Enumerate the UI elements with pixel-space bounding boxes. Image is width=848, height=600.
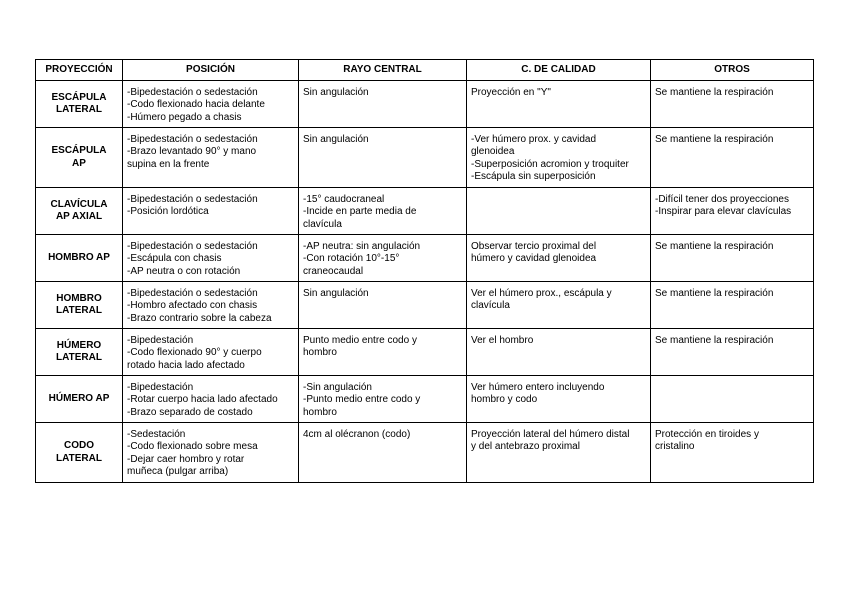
cell-text-line: -Bipedestación: [127, 335, 194, 346]
cell-posicion: [123, 282, 299, 329]
cell-text-line: muñeca (pulgar arriba): [127, 465, 229, 477]
cell-text-line: LATERAL: [56, 305, 102, 316]
cell-rayo-central: [299, 128, 467, 188]
cell-text-line: Ver húmero entero incluyendo: [471, 382, 605, 393]
cell-proyeccion: [36, 282, 123, 329]
cell-rayo-central: [299, 376, 467, 423]
cell-text-line: -Bipedestación o sedestación: [127, 241, 258, 252]
cell-text-line: -Bipedestación o sedestación: [127, 87, 258, 98]
cell-text-line: clavícula: [303, 218, 342, 230]
cell-proyeccion: [36, 188, 123, 235]
cell-proyeccion: [36, 376, 123, 423]
cell-rayo-central: [299, 188, 467, 235]
cell-text-line: -Bipedestación o sedestación: [127, 194, 258, 205]
table-row: [36, 235, 814, 282]
cell-proyeccion: [36, 235, 123, 282]
header-otros: OTROS: [651, 60, 814, 81]
cell-otros: [651, 376, 814, 423]
header-calidad: C. DE CALIDAD: [467, 60, 651, 81]
cell-text-line: LATERAL: [56, 104, 102, 115]
cell-text-line: 4cm al olécranon (codo): [303, 429, 411, 440]
cell-text-line: ESCÁPULA: [51, 91, 107, 103]
cell-text-line: cristalino: [655, 441, 695, 453]
cell-otros: [651, 423, 814, 483]
cell-text-line: -Superposición acromion y troquiter: [471, 158, 629, 170]
cell-text-line: -Ver húmero prox. y cavidad: [471, 134, 597, 145]
cell-text-line: -Rotar cuerpo hacia lado afectado: [127, 394, 278, 406]
cell-calidad: [467, 81, 651, 128]
cell-text-line: -Brazo contrario sobre la cabeza: [127, 312, 272, 324]
cell-text-line: rotado hacia lado afectado: [127, 359, 245, 371]
cell-text-line: Ver el húmero prox., escápula y: [471, 288, 612, 299]
cell-text-line: CODO: [64, 440, 94, 452]
table-row: [36, 282, 814, 329]
cell-calidad: [467, 329, 651, 376]
cell-text-line: hombro: [303, 347, 337, 359]
cell-text-line: hombro y codo: [471, 394, 538, 406]
table-header-row: [36, 60, 814, 81]
cell-rayo-central: [299, 235, 467, 282]
cell-rayo-central: [299, 282, 467, 329]
cell-calidad: [467, 376, 651, 423]
cell-rayo-central: [299, 423, 467, 483]
cell-posicion: [123, 376, 299, 423]
cell-text-line: -Codo flexionado 90° y cuerpo: [127, 347, 262, 359]
cell-text-line: -Dejar caer hombro y rotar: [127, 453, 245, 465]
cell-text-line: -Bipedestación o sedestación: [127, 134, 258, 145]
header-rayo-central: RAYO CENTRAL: [299, 60, 467, 81]
cell-text-line: Se mantiene la respiración: [655, 241, 774, 252]
header-posicion: POSICIÓN: [123, 60, 299, 81]
cell-text-line: Ver el hombro: [471, 335, 534, 346]
cell-text-line: -Inspirar para elevar clavículas: [655, 206, 792, 218]
cell-text-line: LATERAL: [56, 452, 102, 464]
cell-calidad: [467, 423, 651, 483]
cell-rayo-central: [299, 329, 467, 376]
cell-text-line: -Con rotación 10°-15°: [303, 253, 400, 265]
cell-rayo-central: [299, 81, 467, 128]
cell-text-line: -Escápula sin superposición: [471, 170, 596, 182]
cell-text-line: -Sin angulación: [303, 382, 372, 393]
cell-posicion: [123, 423, 299, 483]
cell-text-line: -Bipedestación o sedestación: [127, 288, 258, 299]
cell-text-line: -Húmero pegado a chasis: [127, 111, 242, 123]
cell-posicion: [123, 329, 299, 376]
cell-text-line: -Bipedestación: [127, 382, 194, 393]
table-row: [36, 376, 814, 423]
cell-text-line: -Punto medio entre codo y: [303, 394, 421, 406]
cell-text-line: -Codo flexionado hacia delante: [127, 99, 265, 111]
cell-text-line: supina en la frente: [127, 158, 210, 170]
cell-text-line: -Posición lordótica: [127, 206, 209, 218]
cell-text-line: -Hombro afectado con chasis: [127, 300, 258, 312]
cell-text-line: Sin angulación: [303, 288, 369, 299]
radiology-projection-table: [35, 59, 814, 483]
cell-otros: [651, 128, 814, 188]
cell-text-line: Protección en tiroides y: [655, 429, 759, 440]
table-row: [36, 329, 814, 376]
cell-text-line: ESCÁPULA: [51, 145, 107, 157]
cell-text-line: Proyección en "Y": [471, 87, 551, 98]
cell-text-line: -Difícil tener dos proyecciones: [655, 194, 789, 205]
cell-text-line: -AP neutra: sin angulación: [303, 241, 421, 252]
cell-text-line: Sin angulación: [303, 87, 369, 98]
cell-text-line: HOMBRO AP: [48, 251, 110, 263]
cell-text-line: húmero y cavidad glenoidea: [471, 253, 597, 265]
cell-otros: [651, 235, 814, 282]
cell-text-line: Se mantiene la respiración: [655, 288, 774, 299]
cell-text-line: craneocaudal: [303, 265, 364, 277]
cell-text-line: -Escápula con chasis: [127, 253, 222, 265]
cell-proyeccion: [36, 329, 123, 376]
cell-text-line: -Codo flexionado sobre mesa: [127, 441, 258, 453]
cell-text-line: Sin angulación: [303, 134, 369, 145]
cell-text-line: HÚMERO: [56, 339, 102, 351]
cell-text-line: Se mantiene la respiración: [655, 134, 774, 145]
cell-otros: [651, 329, 814, 376]
cell-text-line: Punto medio entre codo y: [303, 335, 417, 346]
table-row: [36, 188, 814, 235]
cell-calidad: [467, 188, 651, 235]
cell-text-line: hombro: [303, 406, 337, 418]
table-body: [36, 81, 814, 483]
table-row: [36, 423, 814, 483]
table-row: [36, 128, 814, 188]
cell-proyeccion: [36, 423, 123, 483]
cell-text-line: -Sedestación: [127, 429, 186, 440]
cell-text-line: AP AXIAL: [55, 211, 103, 222]
cell-text-line: -15° caudocraneal: [303, 194, 385, 205]
cell-posicion: [123, 81, 299, 128]
cell-text-line: Se mantiene la respiración: [655, 87, 774, 98]
cell-text-line: -Incide en parte media de: [303, 206, 417, 218]
cell-text-line: Proyección lateral del húmero distal: [471, 429, 630, 440]
cell-text-line: -Brazo levantado 90° y mano: [127, 146, 257, 158]
cell-calidad: [467, 235, 651, 282]
cell-text-line: clavícula: [471, 300, 510, 312]
cell-text-line: Observar tercio proximal del: [471, 241, 597, 252]
header-proyeccion: PROYECCIÓN: [36, 60, 123, 81]
cell-calidad: [467, 128, 651, 188]
cell-otros: [651, 81, 814, 128]
cell-otros: [651, 282, 814, 329]
cell-text-line: -Brazo separado de costado: [127, 406, 253, 418]
cell-calidad: [467, 282, 651, 329]
cell-text-line: AP: [72, 157, 86, 169]
cell-proyeccion: [36, 128, 123, 188]
cell-posicion: [123, 235, 299, 282]
cell-otros: [651, 188, 814, 235]
cell-proyeccion: [36, 81, 123, 128]
cell-text-line: HÚMERO AP: [48, 392, 110, 404]
cell-posicion: [123, 128, 299, 188]
cell-text-line: Se mantiene la respiración: [655, 335, 774, 346]
cell-text-line: y del antebrazo proximal: [471, 441, 580, 453]
cell-text-line: LATERAL: [56, 352, 102, 363]
cell-text-line: -AP neutra o con rotación: [127, 265, 241, 277]
cell-text-line: HOMBRO: [56, 292, 102, 304]
cell-posicion: [123, 188, 299, 235]
cell-text-line: glenoidea: [471, 146, 515, 158]
table-row: [36, 81, 814, 128]
cell-text-line: CLAVÍCULA: [50, 198, 108, 210]
